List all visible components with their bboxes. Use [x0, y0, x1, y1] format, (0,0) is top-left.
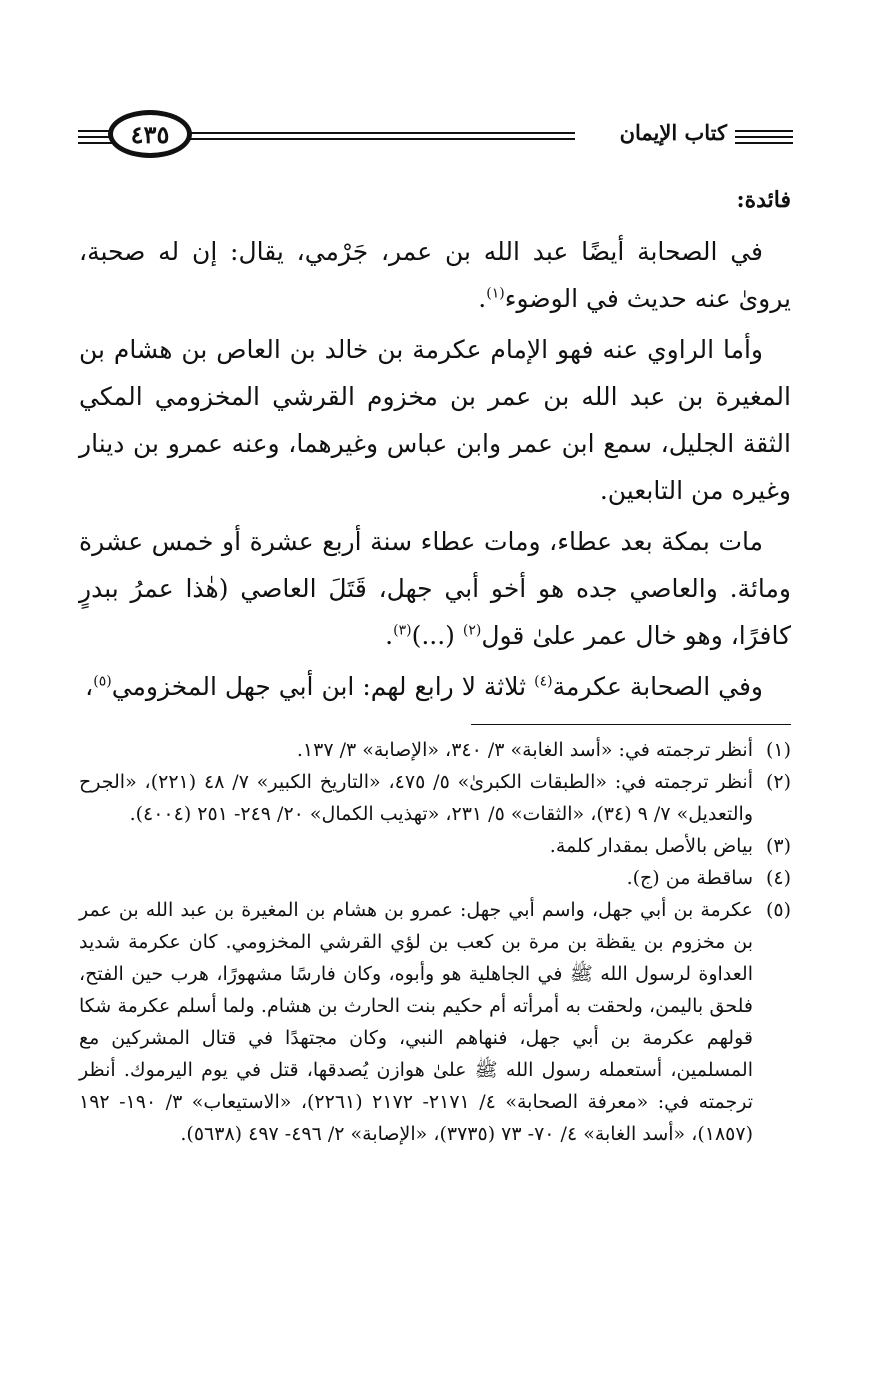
paragraph-4	[79, 663, 791, 710]
paragraph-text: (...)	[411, 621, 463, 650]
footnote	[79, 766, 791, 830]
footnote-text: عكرمة بن أبي جهل، واسم أبي جهل: عمرو بن هشام بن المغيرة بن عبد الله بن عمر بن مخزوم بن يقظة بن مرة بن كعب بن لؤي القرشي المخزومي. كان عكرمة شديد العداوة لرسول الله ﷺ في الجاهلية هو وأبوه، وكان فارسًا مشهورًا، هرب حين الفتح، فلحق باليمن، ولحقت به أمرأته أم حكيم بنت الحارث بن هشام. ولما أسلم عكرمة شكا قولهم عكرمة بن أبي جهل، فنهاهم النبي، وكان مجتهدًا في قتال المشركين مع المسلمين، أستعمله رسول الله ﷺ علىٰ هوازن يُصدقها، قتل في يوم اليرموك. أنظر ترجمته في: «معرفة الصحابة» ٤/ ٢١٧١- ٢١٧٢ (٢٢٦١)، «الاستيعاب» ٣/ ١٩٠- ١٩٢ (١٨٥٧)، «أسد الغابة» ٤/ ٧٠- ٧٣ (٣٧٣٥)، «الإصابة» ٢/ ٤٩٦- ٤٩٧ (٥٦٣٨).	[79, 899, 753, 1145]
header-rule	[188, 138, 575, 140]
book-title: كتاب الإيمان	[619, 120, 727, 145]
footnote	[79, 734, 791, 766]
footnote-text: أنظر ترجمته في: «الطبقات الكبرىٰ» ٥/ ٤٧٥، «التاريخ الكبير» ٧/ ٤٨ (٢٢١)، «الجرح والتعديل» ٧/ ٩ (٣٤)، «الثقات» ٥/ ٢٣١، «تهذيب الكمال» ٢٠/ ٢٤٩- ٢٥١ (٤٠٠٤).	[79, 771, 753, 825]
footnote	[79, 862, 791, 894]
page-number	[108, 110, 192, 158]
footnote-text: ساقطة من (ج).	[626, 867, 753, 889]
footnotes	[79, 734, 791, 1150]
section-heading: فائدة:	[736, 187, 791, 213]
paragraph-text: وفي الصحابة عكرمة	[552, 672, 763, 701]
paragraph-end: .	[385, 621, 394, 650]
footnote-number: (٢)	[765, 771, 791, 793]
main-text	[79, 180, 791, 714]
footnote-divider	[471, 724, 791, 725]
footnote-ref-4[interactable]: (٤)	[534, 673, 553, 690]
footnote-number: (٤)	[765, 867, 791, 889]
paragraph-3	[79, 518, 791, 659]
page-header	[78, 108, 793, 162]
footnote	[79, 830, 791, 862]
footnote-text: بياض بالأصل بمقدار كلمة.	[549, 835, 753, 857]
footnote-ref-5[interactable]: (٥)	[93, 673, 112, 690]
paragraph-text: مات بمكة بعد عطاء، ومات عطاء سنة أربع عشرة أو خمس عشرة ومائة. والعاصي جده هو أخو أبي جهل، قَتَلَ العاصي (هٰذا عمرُ ببدرٍ كافرًا، وهو خال عمر علىٰ قول	[79, 527, 791, 650]
paragraph-text: في الصحابة أيضًا عبد الله بن عمر، جَرْمي، يقال: إن له صحبة، يرویٰ عنه حديث في الوضوء	[79, 237, 791, 313]
header-rule	[735, 142, 793, 144]
footnote-ref-2[interactable]: (٢)	[462, 622, 482, 639]
header-rule	[188, 132, 575, 134]
footnote-text: أنظر ترجمته في: «أسد الغابة» ٣/ ٣٤٠، «الإصابة» ٣/ ١٣٧.	[296, 739, 753, 761]
header-rule	[735, 136, 793, 138]
page-number-text: ٤٣٥	[130, 119, 170, 149]
paragraph-2: وأما الراوي عنه فهو الإمام عكرمة بن خالد بن العاص بن هشام بن المغيرة بن عبد الله بن عمر بن مخزوم القرشي المخزومي المكي الثقة الجليل، سمع ابن عمر وابن عباس وغيرهما، وعنه عمرو بن دينار وغيره من التابعين.	[79, 335, 791, 505]
paragraph-1	[79, 228, 791, 322]
header-rule	[735, 130, 793, 132]
paragraph-end: .	[478, 284, 487, 313]
paragraph-text: ثلاثة لا رابع لهم: ابن أبي جهل المخزومي	[111, 672, 535, 701]
paragraph-end: ،	[85, 672, 94, 701]
footnote-number: (١)	[765, 739, 791, 761]
footnote-ref-1[interactable]: (١)	[486, 285, 505, 302]
footnote	[79, 894, 791, 1150]
footnote-ref-3[interactable]: (٣)	[393, 622, 412, 639]
footnote-number: (٥)	[765, 899, 791, 921]
footnote-number: (٣)	[765, 835, 791, 857]
